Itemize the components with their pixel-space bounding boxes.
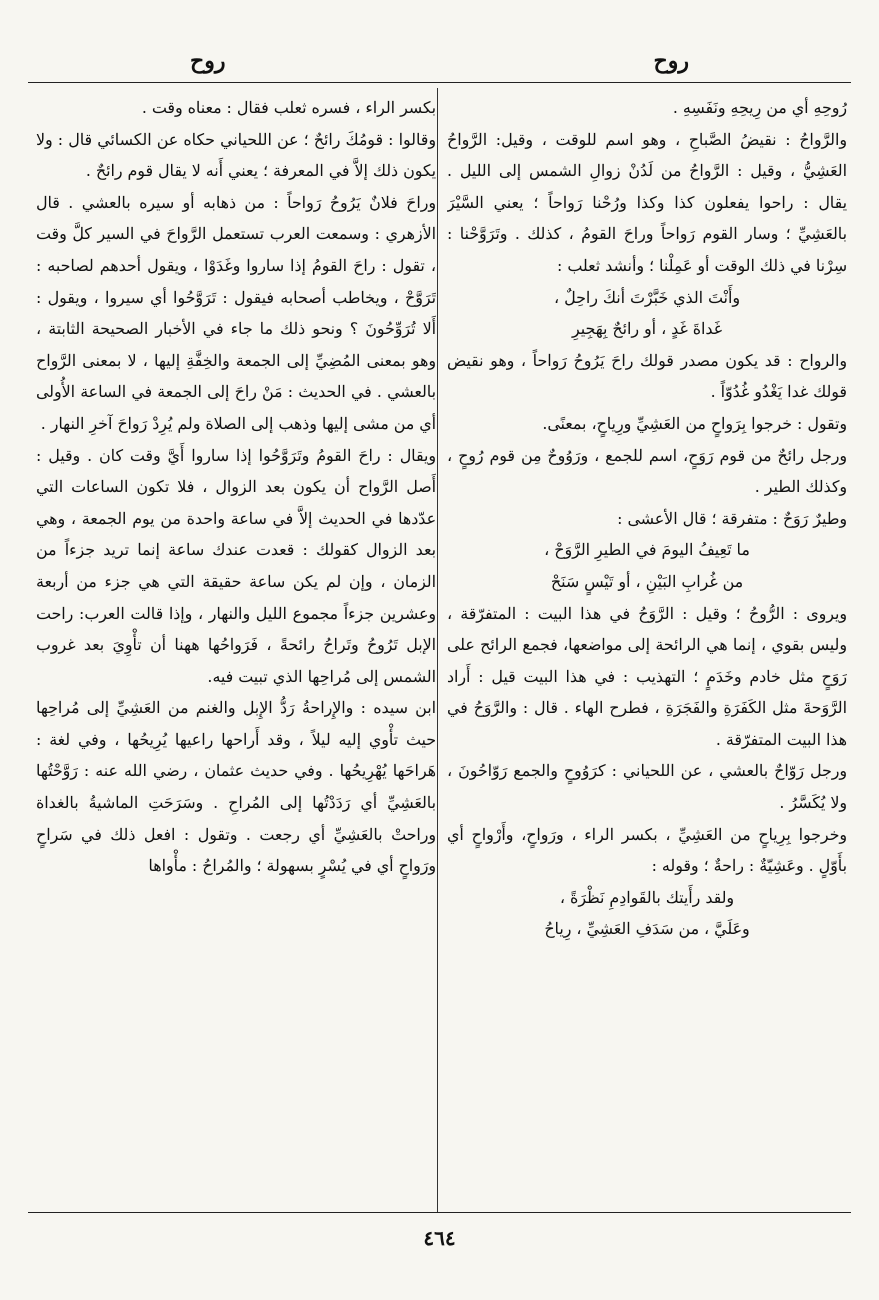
footer-rule bbox=[28, 1212, 851, 1213]
paragraph: وقالوا : قومُكَ رائحٌ ؛ عن اللحياني حكاه عن الكسائي قال : ولا يكون ذلك إلاَّ في المعرفة ؛ يعني أَنه لا يقال قوم رائحٌ . bbox=[36, 129, 436, 181]
paragraph: ورجل رَوّاحٌ بالعشي ، عن اللحياني : كرَوُوحٍ والجمع رَوّاحُونَ ، ولا يُكَسَّرُ . bbox=[447, 761, 847, 813]
paragraph: بكسر الراء ، فسره ثعلب فقال : معناه وقت . bbox=[141, 98, 436, 117]
paragraph: وراحَ فلانٌ يَرُوحُ رَواحاً : من ذهابه أو سيره بالعشي . قال الأزهري : وسمعت العرب تستعمل الرَّواحَ في السير كلَّ وقت ، تقول : راحَ القومُ إذا ساروا وغَدَوْا ، ويقول أحدهم لصاحبه : تَرَوَّحْ ، ويخاطب أصحابه فيقول : تَرَوَّحُوا أي سيروا ، ويقول : أَلا تُرَوِّحُونَ ؟ ونحو ذلك ما جاء في الأخبار الصحيحة الثابتة ، وهو بمعنى المُضِيِّ إلى الجمعة والخِفَّةِ إليها ، لا بمعنى الرَّواح بالعشي . في الحديث : مَنْ راحَ إلى الجمعة في الساعة الأُولى أي من مشى إليها وذهب إلى الصلاة ولم يُرِدْ رَواحَ آخرِ النهار . bbox=[36, 192, 436, 433]
verse-line: ما تَعِيفُ اليومَ في الطيرِ الرَّوَحْ ، bbox=[544, 540, 750, 560]
left-column bbox=[36, 92, 436, 1204]
paragraph: والرَّواحُ : نقيضُ الصَّباحِ ، وهو اسم للوقت ، وقيل: الرَّواحُ العَشِيُّ ، وقيل : الرَّواحُ من لَدُنْ زوالِ الشمس إلى الليل . يقال : راحوا يفعلون كذا وكذا ورُحْنا رَواحاً ؛ يعني السَّيْرَ بالعَشِيِّ ؛ وسار القوم رَواحاً وراحَ القومُ ، كذلك . وتَرَوَّحْنا : سِرْنا في ذلك الوقت أو عَمِلْنا ؛ وأنشد ثعلب : bbox=[447, 129, 847, 275]
paragraph: ويقال : راحَ القومُ وتَرَوَّحُوا إذا ساروا أَيَّ وقت كان . وقيل : أَصل الرَّواح أن يكون بعد الزوال ، فلا تكون الساعات التي عدّدها في الحديث إلاَّ في ساعة واحدة من يوم الجمعة ، وهي بعد الزوال كقولك : قعدت عندك ساعة إنما تريد جزءاً من الزمان ، وإن لم يكن ساعة حقيقة التي هي جزء من أربعة وعشرين جزءاً مجموع الليل والنهار ، وإذا قالت العرب: راحت الإبل تَرُوحُ وتَراحُ رائحةً ، فَرَواحُها ههنا أن تأْوِيَ بعد غروب الشمس إلى مُراحِها الذي تبيت فيه. bbox=[36, 445, 436, 686]
header-word-left: روح bbox=[190, 48, 226, 74]
paragraph: وخرجوا بِرِياحٍ من العَشِيِّ ، بكسر الراء ، ورَواحٍ، وأَرْواحٍ أي بأَوّلٍ . وعَشِيّةٌ : راحةٌ ؛ وقوله : bbox=[447, 824, 847, 876]
paragraph: ويروى : الرُّوحُ ؛ وقيل : الرَّوَحُ في هذا البيت : المتفرّقة ، وليس بقوي ، إنما هي الرائحة إلى مواضعها، فجمع الرائح على رَوَحٍ مثل خادم وخَدَمٍ ؛ التهذيب : في هذا البيت قيل : أَراد الرَّوَحةَ مثل الكَفَرَةِ والفَجَرَةِ ، فطرح الهاء . قال : والرَّوَحُ في هذا البيت المتفرّقة . bbox=[447, 603, 847, 749]
header-word-right: روح bbox=[653, 48, 689, 74]
verse-line: غَداةَ غَدٍ ، أو رائحٌ بِهَجِيرِ bbox=[572, 319, 722, 339]
header-rule bbox=[28, 82, 851, 83]
paragraph: ابن سيده : والإِراحةُ رَدُّ الإِبل والغنم من العَشِيِّ إلى مُراحِها حيث تأْوي إليه ليلاً ، وقد أَراحها راعيها يُرِيحُها ، وفي لغة : هَراحَها يُهْرِيحُها . وفي حديث عثمان ، رضي الله عنه : رَوَّحْتُها بالعَشِيِّ أي رَدَدْتُها إلى المُراحِ . وسَرَحَتِ الماشيةُ بالغداة وراحتْ بالعَشِيِّ أي رجعت . وتقول : افعل ذلك في سَراحٍ ورَواحٍ أي في يُسْرٍ بسهولة ؛ والمُراحُ : مأْواها bbox=[36, 698, 436, 876]
verse-line: وأَنْتَ الذي خَبَّرْتَ أنكَ راحِلٌ ، bbox=[554, 287, 740, 307]
verse-line: وعَلَيَّ ، من سَدَفِ العَشِيِّ ، رِياحُ bbox=[544, 919, 750, 939]
right-column bbox=[447, 92, 847, 1204]
paragraph: رُوحِهِ أي من رِيحِهِ ونَفَسِهِ . bbox=[672, 98, 847, 117]
column-divider bbox=[437, 88, 438, 1212]
paragraph: والرواح : قد يكون مصدر قولك راحَ يَرُوحُ رَواحاً ، وهو نقيض قولك غدا يَغْدُو غُدُوّاً . bbox=[447, 350, 847, 402]
paragraph: ورجل رائحٌ من قوم رَوَحٍ، اسم للجمع ، ورَوُوحٌ مِن قوم رُوحٍ ، وكذلك الطير . bbox=[447, 445, 847, 497]
verse-line: ولقد رأَيتك بالقَوادِمِ نَظْرَةً ، bbox=[559, 887, 735, 907]
paragraph: وطيرٌ رَوَحٌ : متفرقة ؛ قال الأعشى : bbox=[617, 508, 847, 528]
verse-line: من غُرابِ البَيْنِ ، أو تَيْسٍ سَنَحْ bbox=[550, 571, 744, 591]
page-number: ٤٦٤ bbox=[423, 1226, 456, 1250]
paragraph: وتقول : خرجوا بِرَواحٍ من العَشِيِّ ورِياحٍ، بمعنًى. bbox=[542, 413, 847, 433]
